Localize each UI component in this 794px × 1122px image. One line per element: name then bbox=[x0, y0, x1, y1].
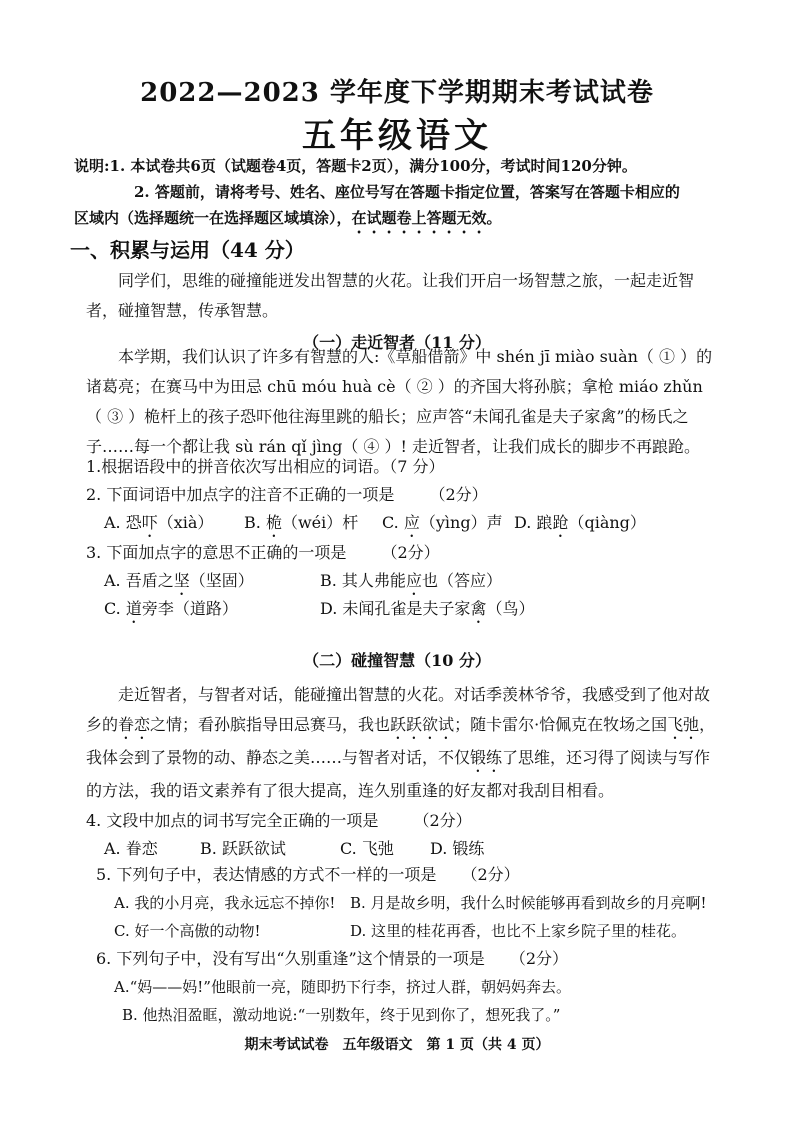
question-1: 1.根据语段中的拼音依次写出相应的词语。（7 分） bbox=[86, 457, 445, 476]
part2-passage: 走近智者，与智者对话，能碰撞出智慧的火花。对话季羡林爷爷，我感受到了他对故乡的眷恋之情；看孙膑指导田忌赛马，我也跃跃欲试；随卡雷尔·恰佩克在牧场之国飞弛，我体会到了景物的动、静态之美……与智者对话，不仅锻练了思维，还习得了阅读与写作的方法，我的语文素养有了很大提高，连久别重逢的好友都对我刮目相看。 bbox=[86, 685, 716, 800]
q6-option-b: B. 他热泪盈眶，激动地说:“一别数年，终于见到你了，想死我了。” bbox=[122, 1006, 561, 1024]
question-2: 2. 下面词语中加点字的注音不正确的一项是 （2分） bbox=[86, 485, 488, 504]
q4-option-b: B. 跃跃欲试 bbox=[200, 839, 286, 858]
instruction-2b: 区域内（选择题统一在选择题区域填涂），在试题卷上答题无效。 bbox=[74, 209, 502, 227]
q5-option-b: B. 月是故乡明，我什么时候能够再看到故乡的月亮啊! bbox=[350, 894, 707, 912]
part1-heading: （一）走近智者（11 分） bbox=[303, 333, 491, 352]
q2-option-c: C. 应（yìng）声 bbox=[382, 513, 503, 532]
q3-option-d: D. 未闻孔雀是夫子家禽（鸟） bbox=[320, 599, 535, 618]
instruction-1: 说明:1. 本试卷共6页（试题卷4页，答题卡2页），满分100分，考试时间120分钟。 bbox=[74, 157, 637, 175]
q2-option-d: D. 踉跄（qiàng） bbox=[514, 513, 646, 532]
q5-option-d: D. 这里的桂花再香，也比不上家乡院子里的桂花。 bbox=[350, 922, 687, 940]
q4-option-d: D. 锻练 bbox=[430, 839, 485, 858]
q5-option-c: C. 好一个高傲的动物! bbox=[114, 922, 261, 940]
q6-option-a: A.“妈——妈!”他眼前一亮，随即扔下行李，挤过人群，朝妈妈奔去。 bbox=[114, 978, 571, 996]
question-4: 4. 文段中加点的词书写完全正确的一项是 （2分） bbox=[86, 811, 472, 830]
section-heading: 一、积累与运用（44 分） bbox=[70, 238, 305, 262]
section-intro: 同学们，思维的碰撞能迸发出智慧的火花。让我们开启一场智慧之旅，一起走近智者，碰撞智慧，传承智慧。 bbox=[86, 271, 695, 320]
q3-option-b: B. 其人弗能应也（答应） bbox=[320, 571, 502, 590]
instruction-emphasis: 在试题卷上答题无效。 bbox=[351, 209, 502, 227]
question-3: 3. 下面加点字的意思不正确的一项是 （2分） bbox=[86, 543, 440, 562]
q4-option-a: A. 眷恋 bbox=[104, 839, 158, 858]
q3-option-c: C. 道旁李（道路） bbox=[104, 599, 238, 618]
q2-option-b: B. 桅（wéi）杆 bbox=[244, 513, 359, 532]
q3-option-a: A. 吾盾之坚（坚固） bbox=[104, 571, 254, 590]
exam-title: 2022—2023 学年度下学期期末考试试卷 bbox=[140, 78, 654, 108]
part2-heading: （二）碰撞智慧（10 分） bbox=[303, 651, 491, 670]
q4-option-c: C. 飞弛 bbox=[340, 839, 394, 858]
subject-title: 五年级语文 bbox=[302, 116, 492, 156]
q5-option-a: A. 我的小月亮，我永远忘不掉你! bbox=[114, 894, 336, 912]
question-5: 5. 下列句子中，表达情感的方式不一样的一项是 （2分） bbox=[96, 865, 520, 884]
instructions bbox=[74, 153, 734, 237]
instruction-2a: 2. 答题前，请将考号、姓名、座位号写在答题卡指定位置，答案写在答题卡相应的 bbox=[134, 183, 680, 201]
question-6: 6. 下列句子中，没有写出“久别重逢”这个情景的一项是 （2分） bbox=[96, 949, 568, 968]
q2-option-a: A. 恐吓（xià） bbox=[104, 513, 214, 532]
part1-passage: 本学期，我们认识了许多有智慧的人:《草船借箭》中 shén jī miào suàn（ ① ）的诸葛亮；在赛马中为田忌 chū móu huà cè（ ② ）的齐国大将孙膑；拿枪 miáo zhǔn（ ③ ）桅杆上的孩子恐吓他往海里跳的船长；应声答“未闻孔雀是夫子家禽”的杨氏之子……每一个都让我 sù rán qǐ jìng（ ④ ）! 走近智者，让我们成长的脚步不再踉跄。 bbox=[86, 347, 713, 456]
page-footer: 期末考试试卷 五年级语文 第 1 页（共 4 页） bbox=[244, 1037, 550, 1053]
